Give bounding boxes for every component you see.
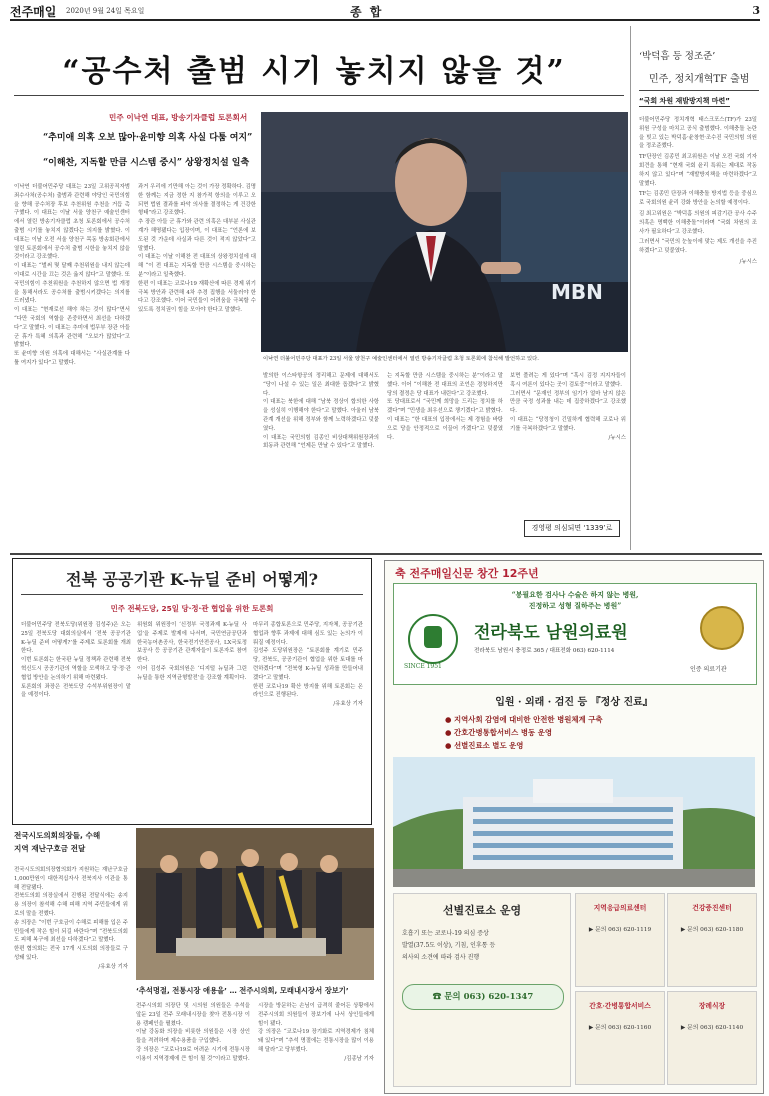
story2-col2 [137, 621, 247, 819]
main-para: 또 당대표로서 “국민께 희망을 드리는 정치를 하겠다”며 “민생을 최우선으로 챙기겠다”고 밝혔다. [387, 399, 503, 415]
main-col3 [263, 372, 379, 550]
story2-para: 이번 토론회는 한국판 뉴딜 정책과 관련해 전북 혁신도시 공공기관의 역할을 모색하고 당·정·관 협업 방안을 논의하기 위해 마련됐다. [21, 657, 131, 681]
story3-headline [14, 829, 128, 855]
hospital-ad [384, 560, 764, 1094]
story3-body [14, 866, 128, 1092]
main-para: 보면 풀려는 게 있다”며 “혹시 김정 지지자들이 혹시 여론이 있다는 곳이 검토중”이라고 말했다. [510, 373, 626, 388]
main-subhead2: “이해찬, 지독할 만큼 시스템 중시” 상왕정치설 일축 [43, 158, 250, 168]
clinic-phone: ☎ 문의 063) 620-1347 [402, 984, 564, 1010]
main-col2 [138, 183, 256, 550]
dept-title: 간호·간병통합서비스 [589, 1002, 651, 1010]
main-para: 그러면서 “문재인 정부의 임기가 얼마 남지 않은 만큼 국정 성과를 내는 데 집중하겠다”고 강조했다. [510, 390, 626, 415]
main-para: 이 대표는 국민의힘 김종인 비상대책위원장과의 회동과 관련해 “언제든 만날 수 있다”고 말했다. [263, 434, 379, 450]
ad-mark-label: 인증 의료기관 [690, 666, 727, 673]
hospital-building-photo [393, 757, 755, 887]
story4-col2 [258, 1002, 374, 1092]
main-col4 [387, 372, 503, 550]
health-notice-box: 경영평 의심되면 ‘1339’로 [524, 520, 620, 537]
clinic-title: 선별진료소 운영 [442, 904, 522, 917]
right-head1: ‘박덕흠 등 정조준’ [639, 51, 716, 62]
market-caption-head: ‘추석명절, 전통시장 애용을’ … 전주시의회, 모래내시장서 장보기’ [136, 986, 349, 995]
page-number: 3 [752, 4, 760, 17]
story3-para: 전국시도의회의장협의회가 지원하는 재난구호금 1,000만원이 대한적십자사 전북지사 이관을 통해 전달됐다. [14, 867, 128, 891]
ad-slogan2: 진정하고 성형 질하주는 병원” [528, 601, 622, 610]
section-title: 종 합 [350, 5, 384, 19]
clinic-line: 발열(37.5도 이상), 기침, 인후통 등 [402, 942, 496, 949]
ad-since: SINCE 1951 [404, 663, 442, 670]
right-para: TF단장인 김종민 최고위원은 이날 오전 국회 기자회견을 통해 “현재 국회 윤리 특위는 제대로 작동하지 않고 있다”며 “재발방지책을 마련하겠다”고 말했다. [639, 154, 757, 187]
main-para: 이 대표는 북한에 대해 “남북 정상이 합의한 사항을 성실히 이행해야 한다”고 말했다. 아울러 남북 관계 개선을 위해 정부와 함께 노력하겠다고 덧붙였다. [263, 399, 379, 432]
story2-para: 한편 코로나19 확산 방지를 위해 토론회는 온라인으로 진행된다. [253, 683, 363, 699]
story2-para: 이어 김성주 국회의원은 ‘디지털 뉴딜과 그린 뉴딜을 통한 지역균형발전’을 강조할 계획이다. [137, 665, 247, 681]
market-photo [136, 828, 374, 980]
story2-para: 마무리 종합토론으로 민주당, 지자체, 공공기관 협업과 향후 과제에 대해 심도 있는 논의가 이뤄질 예정이다. [253, 622, 363, 646]
main-photo [261, 112, 628, 352]
story4-para: 전주시의회 의장단 및 시의원 의원들은 추석을 앞둔 23일 전주 모래내시장을 찾아 전통시장 이용 캠페인을 펼쳤다. [136, 1003, 250, 1027]
dept-title: 장례식장 [698, 1002, 726, 1010]
dept-title: 건강증진센터 [692, 904, 732, 912]
right-byline: /뉴시스 [739, 258, 757, 265]
story2-rule [21, 594, 363, 595]
ad-bullets [445, 713, 603, 752]
main-headline: “공수처 출범 시기 놓치지 않을 것” [62, 54, 566, 89]
main-para: 발의한 이스타항공의 정리해고 문제에 대해서도 “당이 나설 수 있는 일은 최대한 돕겠다”고 밝혔다. [263, 373, 379, 397]
main-para: 한편 이 대표는 코로나19 재확산에 따른 경제 위기 극복 방안과 관련해 4차 추경 집행을 서둘러야 한다고 강조했다. 이어 국민들이 어려움을 극복할 수 있도록 정치권이 힘을 모아야 한다고 말했다. [138, 280, 256, 314]
story3-para: 송 의장은 “이번 구호금이 수해로 피해를 입은 주민들에게 작은 힘이 되길 바란다”며 “전북도의회도 피해 복구에 최선을 다하겠다”고 말했다. [14, 919, 128, 944]
story2-box [12, 558, 372, 825]
story4-para: 강 의장은 “코로나19로 어려운 시기에 전통시장 이용이 지역경제에 큰 힘이 될 것”이라고 말했다. [136, 1046, 250, 1062]
story2-byline: /유효상 기자 [333, 701, 363, 708]
right-para: 더불어민주당 정치개혁 태스크포스(TF)가 23일 위원 구성을 마치고 공식 출범했다. 이해충돌 논란을 빚고 있는 박덕흠·윤창현·조수진 국민의힘 의원을 정조준했다. [639, 117, 757, 150]
dept-phone: ▶ 문의 063) 620-1119 [588, 927, 652, 933]
story2-para: 김성주 도당위원장은 “토론회를 계기로 민주당, 전북도, 공공기관이 협업을 위한 토대를 마련하겠다”며 “전북형 K-뉴딜 성과를 만들어내겠다”고 말했다. [253, 648, 363, 681]
story2-headline: 전북 공공기관 K-뉴딜 준비 어떻게? [66, 570, 318, 589]
issue-date: 2020년 9월 24일 목요일 [66, 7, 145, 15]
story2-para: 토론회의 좌장은 전북도당 수석부위원장이 맡을 예정이다. [21, 683, 131, 699]
ad-bullet: ● 지역사회 감염에 대비한 안전한 병원체계 구축 [445, 715, 603, 724]
story2-para: 위원회 위원장이 ‘신정부 국정과제 K-뉴딜 사업’을 주제로 발제에 나서며, 국민연금공단과 한국농어촌공사, 한국전기안전공사, LX국토정보공사 등 공공기관 관계자들이 토론자로 참여한다. [137, 622, 247, 664]
photo-backdrop-logo: MBN [551, 280, 603, 304]
ad-bullet: ● 간호간병통합서비스 병동 운영 [445, 728, 552, 737]
main-para: 과거 우리에 기만해 아는 것이 가장 정확하다. 김명한 함께는 지금 정한 지 참가적 항의을 이루고 오 되면 법원 결과를 파악 의사를 결정하는 게 건강한 형태”라고 강조했다. [138, 184, 256, 217]
story4-col1 [136, 1002, 250, 1092]
main-byline: /뉴시스 [608, 434, 626, 441]
main-para: 이 대표는 “현재로선 해야 하는 것이 많다”면서 “다만 국회의 역할을 존중하면서 최선을 다하겠다”고 말했다. 이 대표는 추미애 법무부 장관 아들 군 휴가 특혜 의혹과 관련해 “오보가 많았다”고 밝혔다. [14, 307, 130, 349]
story3-para: 전북도의회 의장실에서 진행된 전달식에는 송지용 의장이 참석해 수해 피해 지역 주민들에게 위로의 말을 전했다. [14, 893, 128, 917]
main-para: 는 지독할 만큼 시스템을 중시하는 분”이라고 말했다. 이어 “이해찬 전 대표의 조언은 경청하지만 당의 결정은 당 대표가 내린다”고 강조했다. [387, 373, 503, 397]
right-para: 김 최고위원은 “박덕흠 의원의 피감기관 공사 수주 의혹은 명백한 이해충돌”이라며 “국회 차원의 조사가 필요하다”고 강조했다. [639, 210, 757, 235]
masthead [10, 3, 760, 21]
story4-para: 시장을 방문하는 손님이 급격히 줄어든 상황에서 전주시의회 의원들이 장보기에 나서 상인들에게 힘이 됐다. [258, 1003, 374, 1027]
right-head2: 민주, 정치개혁TF 출범 [649, 74, 750, 85]
main-col1 [14, 183, 130, 550]
story3-byline: /유효상 기자 [98, 963, 128, 970]
dept-grid [575, 893, 755, 1085]
main-caption: 이낙연 더불어민주당 대표가 23일 서울 양천구 예술인센터에서 열린 방송기자클럽 초청 토론회에 참석해 발언하고 있다. [263, 356, 539, 362]
dept-title: 지역응급의료센터 [593, 904, 647, 912]
clinic-line: 의사의 소견에 따라 검사 진행 [402, 954, 480, 961]
story2-kicker: 민주 전북도당, 25일 당·정·관 협업을 위한 토론회 [110, 604, 274, 613]
screening-clinic-box [393, 893, 571, 1087]
story2-para: 더불어민주당 전북도당(위원장 김성주)은 오는 25일 전북도당 대회의실에서 ‘전북 공공기관 K-뉴딜 준비 어떻게?’를 주제로 토론회를 개최한다. [21, 622, 131, 655]
story4-para: 이날 강동화 의장을 비롯한 의원들은 시장 상인들을 격려하며 제수용품을 구입했다. [136, 1029, 250, 1045]
story2-col1 [21, 621, 131, 819]
headline-rule [14, 95, 624, 96]
right-para: 그러면서 “국민의 눈높이에 맞는 제도 개선을 추진하겠다”고 덧붙였다. [639, 239, 757, 255]
story3-para: 한편 협의회는 전국 17개 시도의회 의장들로 구성돼 있다. [14, 946, 128, 961]
dept-box [575, 991, 665, 1085]
ad-hospital-name: 전라북도 남원의료원 [474, 623, 628, 643]
main-subhead1: “추미애 의혹 오보 많아·윤미향 의혹 사실 다툼 여지” [43, 133, 253, 143]
dept-box [575, 893, 665, 987]
story4-byline: /김종남 기자 [344, 1055, 374, 1062]
market-photo-figure [136, 828, 374, 980]
main-col5 [510, 372, 626, 512]
certification-seal-icon [700, 606, 744, 650]
story3-headline-line1: 전국시도의회의장들, 수해 [14, 831, 101, 840]
dept-box [667, 991, 757, 1085]
newspaper-logo: 전주매일 [10, 5, 57, 19]
story4-para: 강 의장은 “코로나19 장기화로 지역경제가 침체돼 있다”며 “추석 명절에는 전통시장을 많이 이용해 달라”고 당부했다. [258, 1029, 374, 1053]
main-para: 이 대표는 이날 이해찬 전 대표의 상왕정치설에 대해 “이 전 대표는 지독할 만큼 시스템을 중시하는 분”이라고 일축했다. [138, 254, 256, 278]
main-para: 이 대표는 “벌써 몇 달째 추천위원을 내지 않는데 이대로 시간을 끄는 것은 옳지 않다”고 말했다. 또 국민의힘이 추천위원을 추천하지 않으면 법 개정을 통해서라도 공수처를 출범시키겠다는 의지를 드러냈다. [14, 263, 130, 305]
right-rule [639, 90, 759, 91]
hospital-emblem-icon [408, 614, 458, 664]
story2-col3 [253, 621, 363, 819]
story3-headline-line2: 지역 재난구호금 전달 [14, 844, 86, 853]
ad-slogan1: “봉필요한 검사나 수술은 하지 않는 병원, [511, 590, 639, 599]
main-para: 이 대표는 “당정청이 긴밀하게 협력해 코로나 위기를 극복하겠다”고 말했다. [510, 416, 626, 432]
dept-box [667, 893, 757, 987]
main-para: 이낙연 더불어민주당 대표는 23일 고위공직자범죄수사처(공수처) 출범과 관련해 야당인 국민의힘을 향해 공수처장 후보 추천위원 추천을 거듭 촉구했다. 이 대표는 이날 서울 양천구 예술인센터에서 열린 방송기자클럽 초청 토론회에서 공수처 출범 시기를 놓치지 않겠다는 의지를 밝혔다. 이 대표는 이날 오전 서울 양천구 목동 방송회관에서 열린 토론회에서 공수처 출범 시한을 놓치지 않을 것이라고 강조했다. [14, 184, 130, 261]
ad-anniversary: 축 전주매일신문 창간 12주년 [395, 567, 539, 580]
ad-header-box [393, 583, 757, 685]
main-kicker: 민주 이낙연 대표, 방송기자클럽 토론회서 [109, 113, 248, 122]
right-tagline: “국회 차원 재발방지책 마련” [639, 97, 730, 105]
ad-address: 전라북도 남원시 충정로 365 / 대표전화 063) 620-1114 [474, 648, 615, 654]
clinic-lines [402, 928, 564, 964]
dept-phone: ▶ 문의 063) 620-1140 [680, 1025, 744, 1031]
main-para: 또 윤미향 의원 의혹에 대해서는 “사실관계를 다툴 여지가 있다”고 말했다. [14, 351, 130, 366]
main-para: 추 장관 아들 군 휴가와 관련 의혹은 대부분 사실관계가 해명됐다는 입장이며, 이 대표는 “언론에 보도된 것 가운데 사실과 다른 것이 적지 않았다”고 말했다. [138, 219, 256, 252]
hospital-building-figure [393, 757, 755, 887]
right-para: TF는 김종민 단장과 이해충돌 방지법 등을 중심으로 국회의원 윤리 강화 방안을 논의할 예정이다. [639, 191, 757, 207]
dept-phone: ▶ 문의 063) 620-1180 [680, 927, 744, 933]
ad-bullet: ● 선별진료소 별도 운영 [445, 741, 524, 750]
section-rule [10, 553, 762, 555]
dept-phone: ▶ 문의 063) 620-1160 [588, 1025, 652, 1031]
clinic-line: 호흡기 또는 코로나-19 의심 증상 [402, 930, 489, 937]
main-para: 이 대표는 “한 대표의 입장에서는 제 경험을 바탕으로 당을 안정적으로 이끌어 가겠다”고 덧붙였다. [387, 416, 503, 441]
ad-exam-title: 입원 · 외래 · 검진 등 『정상 진료』 [495, 697, 653, 708]
main-photo-figure [261, 112, 628, 352]
right-body [639, 116, 757, 546]
right-column [630, 26, 761, 550]
